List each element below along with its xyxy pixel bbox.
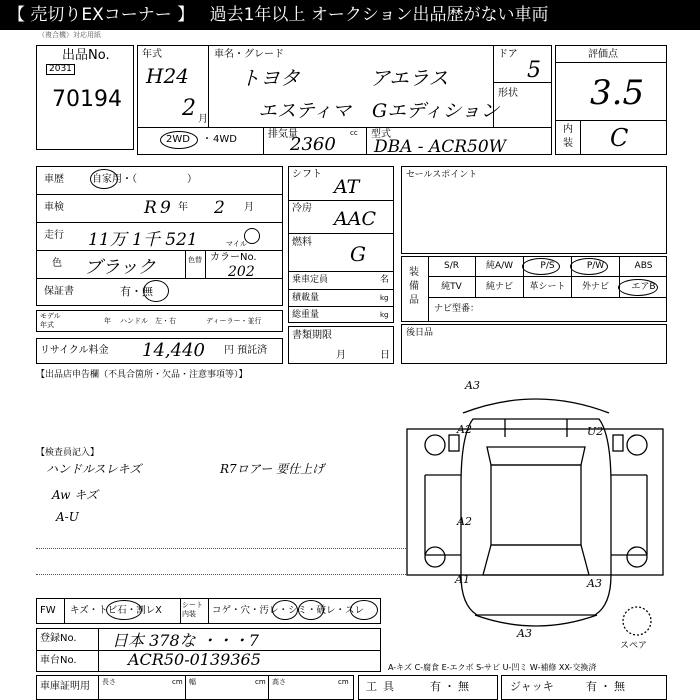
inspector-right-1: R7ロアー 要仕上げ <box>220 462 325 476</box>
inspector-left-2: Aw キズ <box>52 488 98 502</box>
diagram-frame <box>407 429 663 575</box>
history-label: 車歴 <box>44 174 64 185</box>
divider <box>36 222 283 223</box>
mileage-value: 11万 1千 521 <box>88 230 198 250</box>
car-hood-line <box>505 419 567 437</box>
shaken-label: 車検 <box>44 202 64 213</box>
car-roof <box>491 465 581 545</box>
color-label: 色 <box>52 258 62 269</box>
shape-label: 形状 <box>498 88 518 99</box>
fw-items: キズ・トビ石・割レX <box>70 605 162 616</box>
car-rear-window <box>483 545 589 575</box>
later-box <box>401 324 667 364</box>
inspector-left-3: A-U <box>56 510 79 524</box>
wheel <box>627 435 647 455</box>
note-line <box>36 574 406 575</box>
header-close-bracket: 】 <box>177 5 195 25</box>
color-no-value: 202 <box>228 264 255 280</box>
divider <box>36 194 283 195</box>
capacity-unit: 名 <box>380 275 390 285</box>
docs-day: 日 <box>380 350 390 361</box>
wheel <box>425 547 445 567</box>
interior-label-2: 装 <box>563 138 573 149</box>
divider <box>185 675 186 700</box>
legend: A-キズ C-腐食 E-エクボ S-サビ U-凹ミ W-補修 XX-交換済 <box>388 663 597 672</box>
equip-leather: 革シート <box>524 277 572 297</box>
seller-notes-label: 【出品店申告欄（不具合箇所・欠品・注意事項等）】 <box>36 370 248 380</box>
pw-circle <box>570 258 608 275</box>
divider <box>64 598 65 624</box>
history-circle <box>90 169 118 189</box>
fw-circle <box>106 600 142 620</box>
door-label: ドア <box>498 49 518 60</box>
ac-value: AAC <box>334 208 376 230</box>
mirror <box>449 435 459 451</box>
tools-value: 有・無 <box>430 680 472 693</box>
warranty-value: 有・無 <box>120 285 153 298</box>
month-unit: 月 <box>198 114 208 125</box>
height-label: 高さ <box>272 678 286 686</box>
docs-month: 月 <box>336 350 346 361</box>
note-line <box>36 548 406 549</box>
shaken-month: 2 <box>214 198 225 218</box>
drive-2wd: 2WD <box>166 134 190 145</box>
divider <box>137 127 552 128</box>
damage-mark: A2 <box>457 423 472 436</box>
length-label: 長さ <box>102 678 116 686</box>
inspector-left-1: ハンドルスレキズ <box>46 462 142 476</box>
recycle-value: 14,440 <box>142 340 205 361</box>
displacement-value: 2360 <box>290 134 336 155</box>
lot-small: 2031 <box>46 64 75 75</box>
seat-circle <box>272 600 298 620</box>
length-unit: cm <box>172 678 183 686</box>
spare-tire <box>623 607 651 635</box>
seat-label: シート内装 <box>182 601 203 618</box>
damage-mark: A1 <box>455 573 470 586</box>
drive-4wd: 4WD <box>213 134 237 145</box>
equip-ext-navi: 外ナビ <box>572 277 620 297</box>
load-unit: kg <box>380 294 389 302</box>
ac-label: 冷房 <box>292 203 312 214</box>
shaken-era: R <box>144 198 157 218</box>
equip-tv: 純TV <box>428 277 476 297</box>
equip-aw: 純A/W <box>476 257 524 276</box>
shift-label: シフト <box>292 169 322 180</box>
km-circle <box>244 228 260 244</box>
car-diagram <box>405 375 667 645</box>
header-corner: 売切りEXコーナー <box>30 5 172 25</box>
docs-label: 書類期限 <box>292 330 332 341</box>
fuel-value: G <box>350 242 366 266</box>
type-value: DBA - ACR50W <box>374 137 507 157</box>
load-label: 積載量 <box>292 293 320 303</box>
jack-label: ジャッキ <box>510 680 554 693</box>
header-open-bracket: 【 <box>8 5 25 25</box>
shift-value: AT <box>334 176 360 198</box>
divider <box>208 598 209 624</box>
mileage-label: 走行 <box>44 230 64 241</box>
grade: Gエディション <box>372 100 500 122</box>
spare-label: スペア <box>620 641 648 651</box>
equip-airbag: エアB <box>631 282 656 292</box>
divider <box>98 675 99 700</box>
score-value: 3.5 <box>590 73 645 113</box>
warranty-label: 保証書 <box>44 286 74 297</box>
navi-label: ナビ型番： <box>434 304 480 314</box>
divider <box>288 306 394 307</box>
reg-value: 日本 378な ・・・7 <box>112 631 259 650</box>
history-value: 自家用・（ ） <box>92 174 197 185</box>
car-windshield <box>487 447 585 465</box>
score-label: 評価点 <box>588 49 618 60</box>
lot-label: 出品No. <box>62 48 110 63</box>
divider <box>580 120 581 155</box>
wheel <box>425 435 445 455</box>
equip-pw: P/W <box>572 257 620 276</box>
damage-mark: A3 <box>587 577 602 590</box>
divider <box>185 250 186 278</box>
tools-label: 工具 <box>366 680 400 693</box>
divider <box>208 45 209 127</box>
warranty-circle <box>143 280 169 302</box>
drive-sep: ・ <box>202 134 212 145</box>
divider <box>288 200 394 201</box>
year-label: 年式 <box>142 49 162 60</box>
fuel-label: 燃料 <box>292 237 312 248</box>
car-front-bumper <box>463 399 609 413</box>
divider <box>428 297 667 298</box>
jack-value: 有・無 <box>586 680 628 693</box>
seat-circle <box>298 600 324 620</box>
seat-items: コゲ・穴・汚レ・シミ・破レ・スレ <box>212 605 365 616</box>
width-label: 幅 <box>189 678 196 686</box>
interior-label-1: 内 <box>563 124 573 135</box>
equip-ps: P/S <box>524 257 572 276</box>
damage-mark: A3 <box>517 627 532 640</box>
fw-label: FW <box>40 605 56 616</box>
door-value: 5 <box>527 58 541 83</box>
type-label: 型式 <box>371 129 391 140</box>
divider <box>555 62 667 63</box>
seat-circle <box>350 600 378 620</box>
shaken-year: 9 <box>160 198 171 218</box>
dealer-label: ディーラー・並行 <box>206 317 262 325</box>
divider <box>263 127 264 155</box>
width-unit: cm <box>255 678 266 686</box>
car-right-side <box>611 475 647 555</box>
year-value: H24 <box>146 64 189 88</box>
equip-abs: ABS <box>634 261 653 271</box>
month-value: 2 <box>182 96 196 121</box>
sub-label: （複合機）対応用紙 <box>38 31 101 39</box>
equip-sr: S/R <box>428 257 476 276</box>
handle-label: ハンドル 左・右 <box>120 317 176 325</box>
gross-label: 総重量 <box>292 310 320 320</box>
model-name: エスティマ <box>258 100 352 122</box>
ps-circle <box>522 258 560 275</box>
equipment-label: 装備品 <box>409 267 419 306</box>
divider <box>268 675 269 700</box>
interior-value: C <box>610 124 629 152</box>
damage-mark: A2 <box>457 515 472 528</box>
divider <box>98 628 99 672</box>
mirror <box>613 435 623 451</box>
car-label: 車名・グレード <box>214 49 284 60</box>
divider <box>288 289 394 290</box>
divider <box>288 233 394 234</box>
chassis-label: 車台No. <box>40 655 77 666</box>
inspector-label: 【検査員記入】 <box>36 448 100 458</box>
gross-unit: kg <box>380 311 389 319</box>
model-top: アエラス <box>370 66 449 90</box>
month-unit: 月 <box>244 202 254 213</box>
sales-label: セールスポイント <box>406 170 478 180</box>
recycle-unit: 円 預託済 <box>224 345 268 356</box>
reg-label: 登録No. <box>40 633 77 644</box>
recycle-label: リサイクル料金 <box>40 345 109 356</box>
airbag-circle <box>618 279 658 296</box>
divider <box>288 271 394 272</box>
later-label: 後日品 <box>406 328 434 338</box>
divider <box>36 250 283 251</box>
year-unit: 年 <box>178 202 188 213</box>
maker: トヨタ <box>240 66 300 90</box>
damage-mark: A3 <box>465 379 480 392</box>
color-value: ブラック <box>84 257 156 278</box>
wheel <box>627 547 647 567</box>
equip-navi: 純ナビ <box>476 277 524 297</box>
model-year-unit: 年 <box>104 317 111 325</box>
lot-number: 70194 <box>52 87 122 112</box>
model-year-label: モデル年式 <box>40 312 61 329</box>
cc-unit: cc <box>350 129 358 137</box>
capacity-label: 乗車定員 <box>292 275 329 285</box>
damage-mark: U2 <box>587 425 604 438</box>
chassis-value: ACR50-0139365 <box>128 650 261 669</box>
color-no-label: カラーNo. <box>210 252 257 263</box>
car-left-side <box>425 475 461 555</box>
divider <box>493 82 552 83</box>
divider <box>366 127 367 155</box>
height-unit: cm <box>338 678 349 686</box>
header-text <box>8 4 549 26</box>
header-notice: 過去1年以上 オークション出品歴がない車両 <box>209 5 549 25</box>
car-rear-bumper <box>475 615 597 626</box>
mile-unit: マイル <box>226 240 247 248</box>
cert-label: 車庫証明用 <box>40 681 90 692</box>
divider <box>180 598 181 624</box>
color-change-label: 色替 <box>188 256 202 264</box>
divider <box>555 120 667 121</box>
displacement-label: 排気量 <box>268 129 298 140</box>
divider <box>205 250 206 278</box>
